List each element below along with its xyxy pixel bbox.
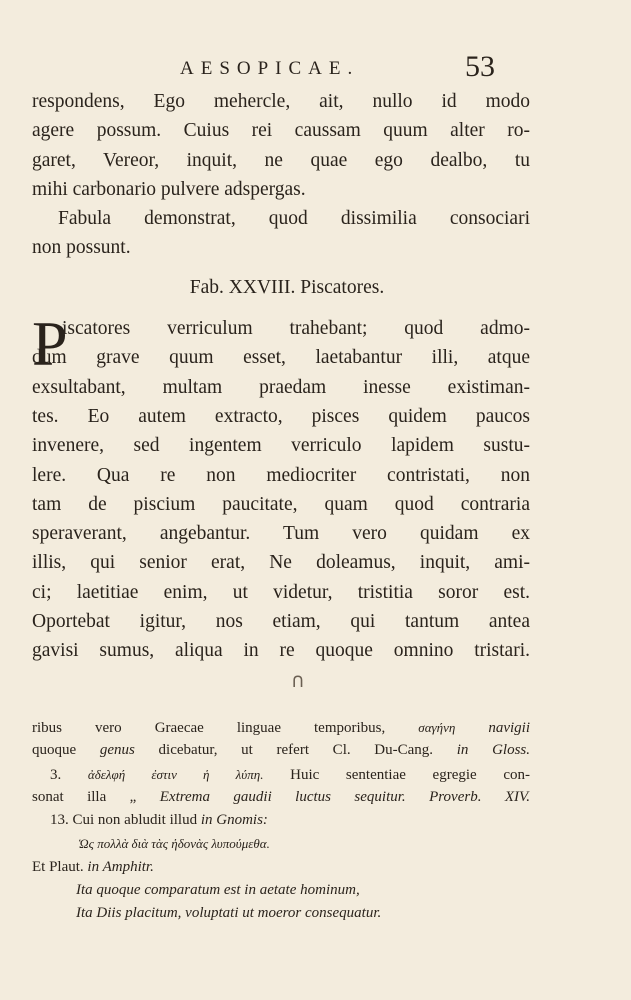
text-line: ci; laetitiae enim, ut videtur, tristitia soror est. — [32, 581, 530, 603]
note-italic: Proverb. XIV. — [429, 788, 531, 805]
text-line: tam de piscium paucitate, quam quod contraria — [32, 493, 530, 515]
ornament-mark: ᑎ — [292, 674, 304, 691]
text-line: invenere, sed ingentem verriculo lapidem sustu- — [32, 435, 530, 457]
note-text: sonat illa „ — [32, 788, 137, 805]
text-line: dum grave quum esset, laetabantur illi, atque — [32, 347, 530, 369]
text-line: garet, Vereor, inquit, ne quae ego dealbo, tu — [32, 149, 530, 171]
main-text — [32, 87, 530, 666]
note-text: Et Plaut. — [32, 858, 84, 875]
note-text: ribus vero Graecae linguae temporibus, — [32, 720, 386, 736]
note-italic: in Amphitr. — [87, 858, 154, 875]
note-text: Huic sententiae egregie con- — [290, 766, 531, 783]
running-head: AESOPICAE. — [180, 58, 360, 79]
note-text: quoque — [32, 742, 77, 759]
note-line — [32, 832, 530, 855]
text-line: tes. Eo autem extracto, pisces quidem paucos — [32, 405, 530, 427]
note-text: dicebatur, ut refert Cl. Du-Cang. — [158, 742, 434, 759]
page-number: 53 — [465, 50, 495, 83]
note-line — [32, 739, 530, 762]
text-line: iscatores verriculum trahebant; quod admo- — [62, 318, 530, 340]
text-line: Oportebat igitur, nos etiam, qui tantum antea — [32, 611, 530, 633]
note-italic: genus — [99, 742, 135, 759]
text-line: speraverant, angebantur. Tum vero quidam ex — [32, 523, 530, 545]
note-text: 13. Cui non abludit illud — [50, 812, 198, 829]
text-line: mihi carbonario pulvere adspergas. — [32, 178, 306, 200]
text-line: exsultabant, multam praedam inesse existiman- — [32, 376, 530, 398]
verse-line: Ita Diis placitum, voluptati ut moeror consequatur. — [76, 905, 382, 922]
verse-line: Ita quoque comparatum est in aetate hominum, — [76, 882, 360, 899]
note-italic: in Gnomis: — [200, 812, 268, 829]
moral-line: Fabula demonstrat, quod dissimilia consociari — [58, 208, 530, 230]
text-line: lere. Qua re non mediocriter contristati, non — [32, 464, 530, 486]
greek-word: σαγήνη — [418, 720, 456, 735]
note-line — [32, 856, 530, 879]
note-number: 3. — [50, 766, 62, 783]
drop-cap: P — [32, 308, 68, 380]
note-line — [32, 716, 530, 739]
moral-line: non possunt. — [32, 237, 131, 259]
note-line — [32, 763, 530, 786]
fable-title: Fab. XXVIII. Piscatores. — [189, 276, 385, 298]
footnotes — [32, 716, 530, 926]
note-line — [32, 809, 530, 832]
text-line: gavisi sumus, aliqua in re quoque omnino tristari. — [32, 640, 530, 662]
greek-phrase: ἀδελφή ἐστιν ἡ λύπη. — [87, 766, 264, 782]
note-line — [32, 786, 530, 809]
page-header — [30, 50, 500, 90]
text-line: agere possum. Cuius rei caussam quum alter ro- — [32, 120, 530, 142]
greek-gnome: Ὡς πολλὰ διὰ τὰς ἡδονὰς λυπούμεθα. — [78, 836, 270, 852]
note-italic: Extrema gaudii luctus sequitur. — [159, 788, 406, 805]
note-italic: navigii — [488, 720, 531, 736]
text-line: respondens, Ego mehercle, ait, nullo id modo — [32, 91, 530, 112]
note-italic: in Gloss. — [456, 742, 531, 759]
fable-opening — [32, 308, 530, 380]
text-line: illis, qui senior erat, Ne doleamus, inquit, ami- — [32, 552, 530, 574]
